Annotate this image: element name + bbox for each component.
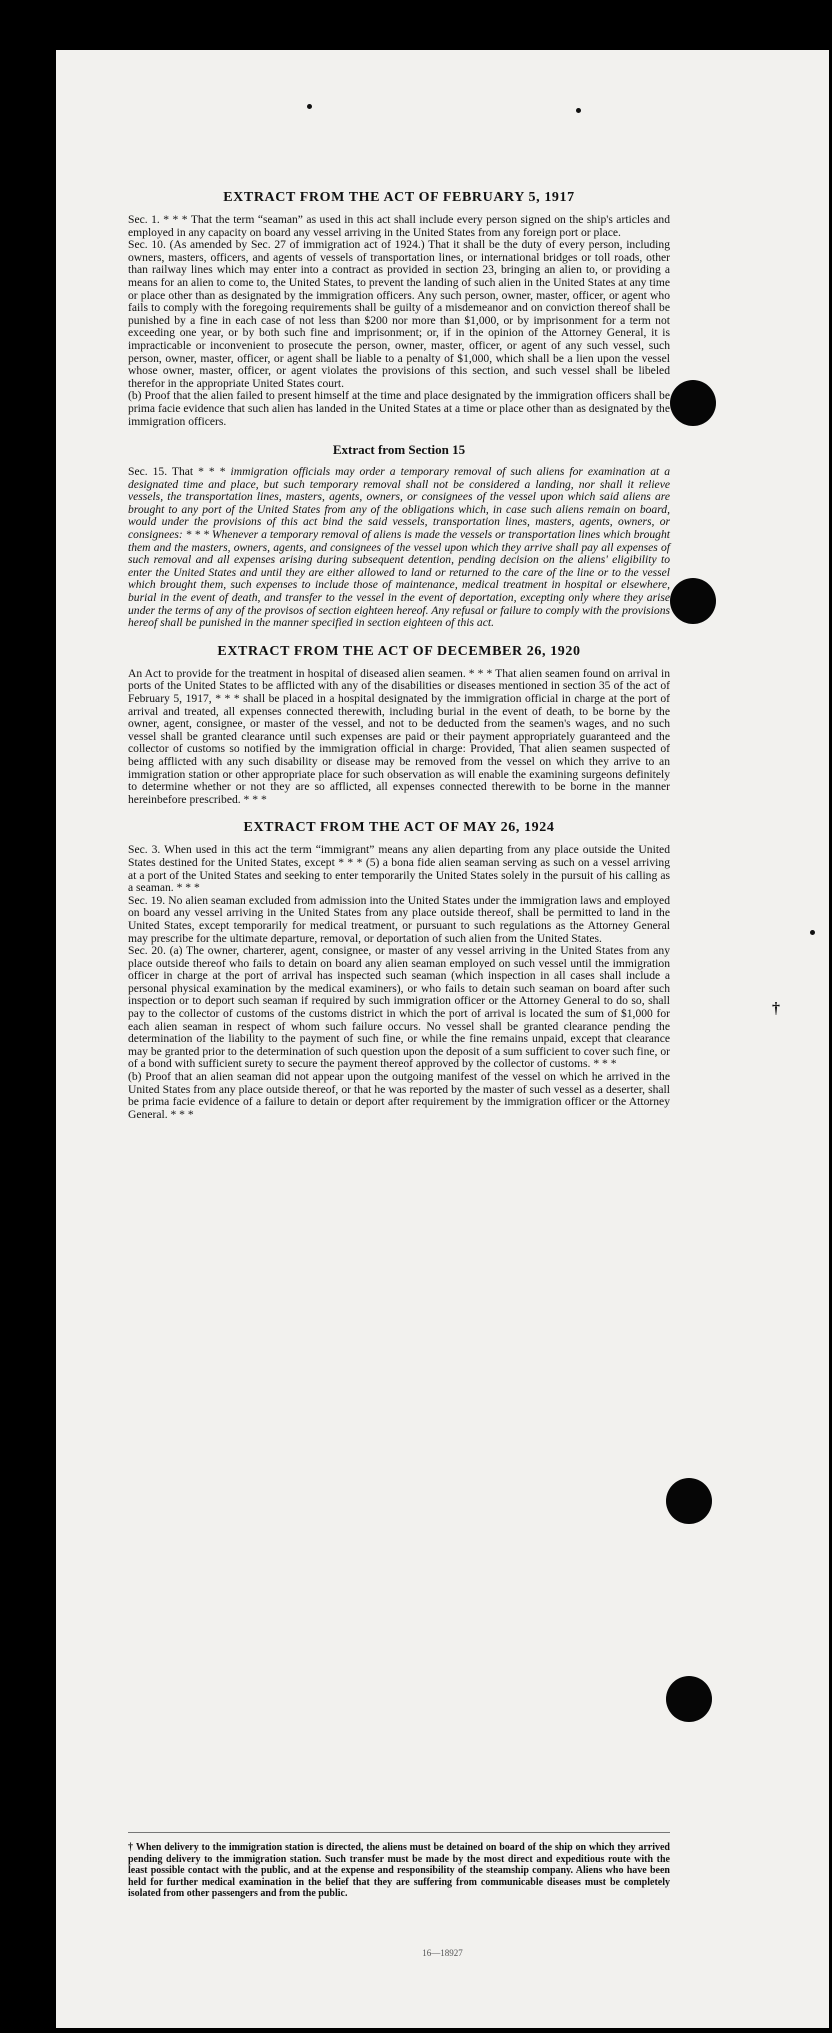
section-10-paragraph: Sec. 10. (As amended by Sec. 27 of immigration act of 1924.) That it shall be the duty of every person, including owners, masters, officers, and agents of vessels of transportation lines, or international bridges or toll roads, other than railway lines which may enter into a contract as provided in section 23, bringing an alien to, or providing a means for an alien to come to, the United States, to prevent the landing of such alien in the United States at any time or place other than as designated by the immigration officers. Any such person, owner, master, officer, or agent who fails to comply with the foregoing requirements shall be guilty of a misdemeanor and on conviction thereof shall be punished by a fine in each case of not less than $200 nor more than $1,000, or by imprisonment for a term not exceeding one year, or by both such fine and imprisonment; or, if in the opinion of the Attorney General, it is impracticable or inconvenient to prosecute the person, owner, master, officer, or agent of any such vessel, such person, owner, master, officer, or agent shall be liable to a penalty of $1,000, which shall be a lien upon the vessel whose owner, master, officer, or agent violates the provisions of this section, and such vessel shall be libeled therefor in the appropriate United States court. (128, 238, 670, 390)
paper-speck (810, 930, 815, 935)
section-15-paragraph (128, 466, 670, 630)
section-15-lead: Sec. 15. That * * * (128, 465, 231, 479)
heading-section-15: Extract from Section 15 (332, 442, 466, 458)
footnote-divider (128, 1832, 670, 1833)
footnote: † When delivery to the immigration station is directed, the aliens must be detained on board of the ship on which they arrived pending delivery to the immigration station. Such transfer must be made by the most direct and expeditious route with the least possible contact with the public, and at the expense and responsibility of the steamship company. Aliens who have been held for further medical examination in the belief that they are suffering from communicable diseases must be completely isolated from other passengers and from the public. (128, 1842, 670, 1899)
section-19-paragraph: Sec. 19. No alien seaman excluded from admission into the United States under the immigration laws and employed on board any vessel arriving in the United States from any place outside thereof, shall be permitted to land in the United States, except temporarily for medical treatment, or pursuant to such regulations as the Attorney General may prescribe for the ultimate departure, removal, or deportation of such alien from the United States. (128, 893, 670, 945)
paper-speck (576, 108, 581, 113)
section-20a-paragraph: Sec. 20. (a) The owner, charterer, agent, consignee, or master of any vessel arriving in the United States from any place outside thereof who fails to detain on board any alien seaman employed on such vessel until the immigration officer in charge at the port of arrival has inspected such seaman (which inspection in all cases shall include a personal physical examination by the medical examiners), or who fails to detain such seaman on board after such inspection or to deport such seaman if required by such immigration officer or the Attorney General to do so, shall pay to the collector of customs of the customs district in which the port of arrival is located the sum of $1,000 for each alien seaman in respect of whom such failure occurs. No vessel shall be granted clearance pending the determination of the liability to the payment of such fine, or while the fine remains unpaid, except that clearance may be granted prior to the determination of such question upon the deposit of a sum sufficient to cover such fine, or of a bond with sufficient surety to secure the payment thereof approved by the collector of customs. * * * (128, 944, 670, 1071)
punch-hole (670, 578, 716, 624)
punch-hole (666, 1676, 712, 1722)
section-20b-paragraph: (b) Proof that an alien seaman did not appear upon the outgoing manifest of the vessel on which he arrived in the United States from any place outside thereof, or that he was reported by the master of such vessel as a deserter, shall be prima facie evidence of a failure to detain or deport after requirement by the immigration officer or the Attorney General. * * * (128, 1070, 670, 1121)
punch-hole (666, 1478, 712, 1524)
document-page (56, 50, 829, 2028)
document-body (128, 190, 670, 1121)
heading-act-1920: EXTRACT FROM THE ACT OF DECEMBER 26, 1920 (217, 643, 581, 659)
section-3-paragraph: Sec. 3. When used in this act the term “immigrant” means any alien departing from any place outside the United States destined for the United States, except * * * (5) a bona fide alien seaman serving as such on a vessel arriving at a port of the United States and seeking to enter temporarily the United States solely in the pursuit of his calling as a seaman. * * * (128, 843, 670, 895)
section-15-italic-text: immigration officials may order a temporary removal of such aliens for examination at a designated time and place, but such temporary removal shall not be considered a landing, nor shall it relieve vessels, the transportation lines, masters, agents, owners, or consignees of the vessel upon which said aliens are brought to any port of the United States from any of the obligations which, in case such aliens remain on board, would under the provisions of this act bind the said vessels, transportation lines, masters, agents, owners, or consignees: * * * Whenever a temporary removal of aliens is made the vessels or transportation lines which brought them and the masters, owners, agents, and consignees of the vessel upon which they arrive shall pay all expenses of such removal and all expenses arising during subsequent detention, pending decision on the aliens' eligibility to enter the United States and until they are either allowed to land or returned to the care of the line or to the vessel which brought them, such expenses to include those of maintenance, medical treatment in hospital or elsewhere, burial in the event of death, and transfer to the vessel in the event of deportation, excepting only where they arise under the terms of any of the provisos of section eighteen hereof. Any refusal or failure to comply with the provisions hereof shall be punished in the manner specified in section eighteen of this act. (128, 465, 671, 630)
heading-act-1917: EXTRACT FROM THE ACT OF FEBRUARY 5, 1917 (223, 190, 575, 205)
section-1-paragraph: Sec. 1. * * * That the term “seaman” as used in this act shall include every person signed on the ship's articles and employed in any capacity on board any vessel arriving in the United States from any foreign port or place. (128, 213, 670, 239)
punch-hole (670, 380, 716, 426)
paper-speck (307, 104, 312, 109)
section-10b-paragraph: (b) Proof that the alien failed to present himself at the time and place designated by the immigration officers shall be prima facie evidence that such alien has landed in the United States at a time or place other than as designated by the immigration officers. (128, 389, 670, 428)
margin-dagger-mark: † (772, 1000, 780, 1017)
heading-act-1924: EXTRACT FROM THE ACT OF MAY 26, 1924 (243, 820, 555, 836)
act-1920-paragraph: An Act to provide for the treatment in hospital of diseased alien seamen. * * * That alien seamen found on arrival in ports of the United States to be afflicted with any of the disabilities or diseases mentioned in section 35 of the act of February 5, 1917, * * * shall be placed in a hospital designated by the immigration official in charge at the port of arrival and treated, all expenses connected therewith, including burial in the event of death, to be borne by the owner, agent, consignee, or master of the vessel, and not to be deducted from the seamen's wages, and no such vessel shall be granted clearance until such expenses are paid or their payment appropriately guaranteed and the collector of customs so notified by the immigration official in charge: Provided, That alien seamen suspected of being afflicted with any such disability or disease may be removed from the vessel on which they arrive to an immigration station or other appropriate place for such observation as will enable the examining surgeons definitely to determine whether or not they are so afflicted, all expenses connected therewith to be borne in the manner hereinbefore prescribed. * * * (128, 666, 670, 806)
form-number: 16—18927 (422, 1948, 463, 1958)
